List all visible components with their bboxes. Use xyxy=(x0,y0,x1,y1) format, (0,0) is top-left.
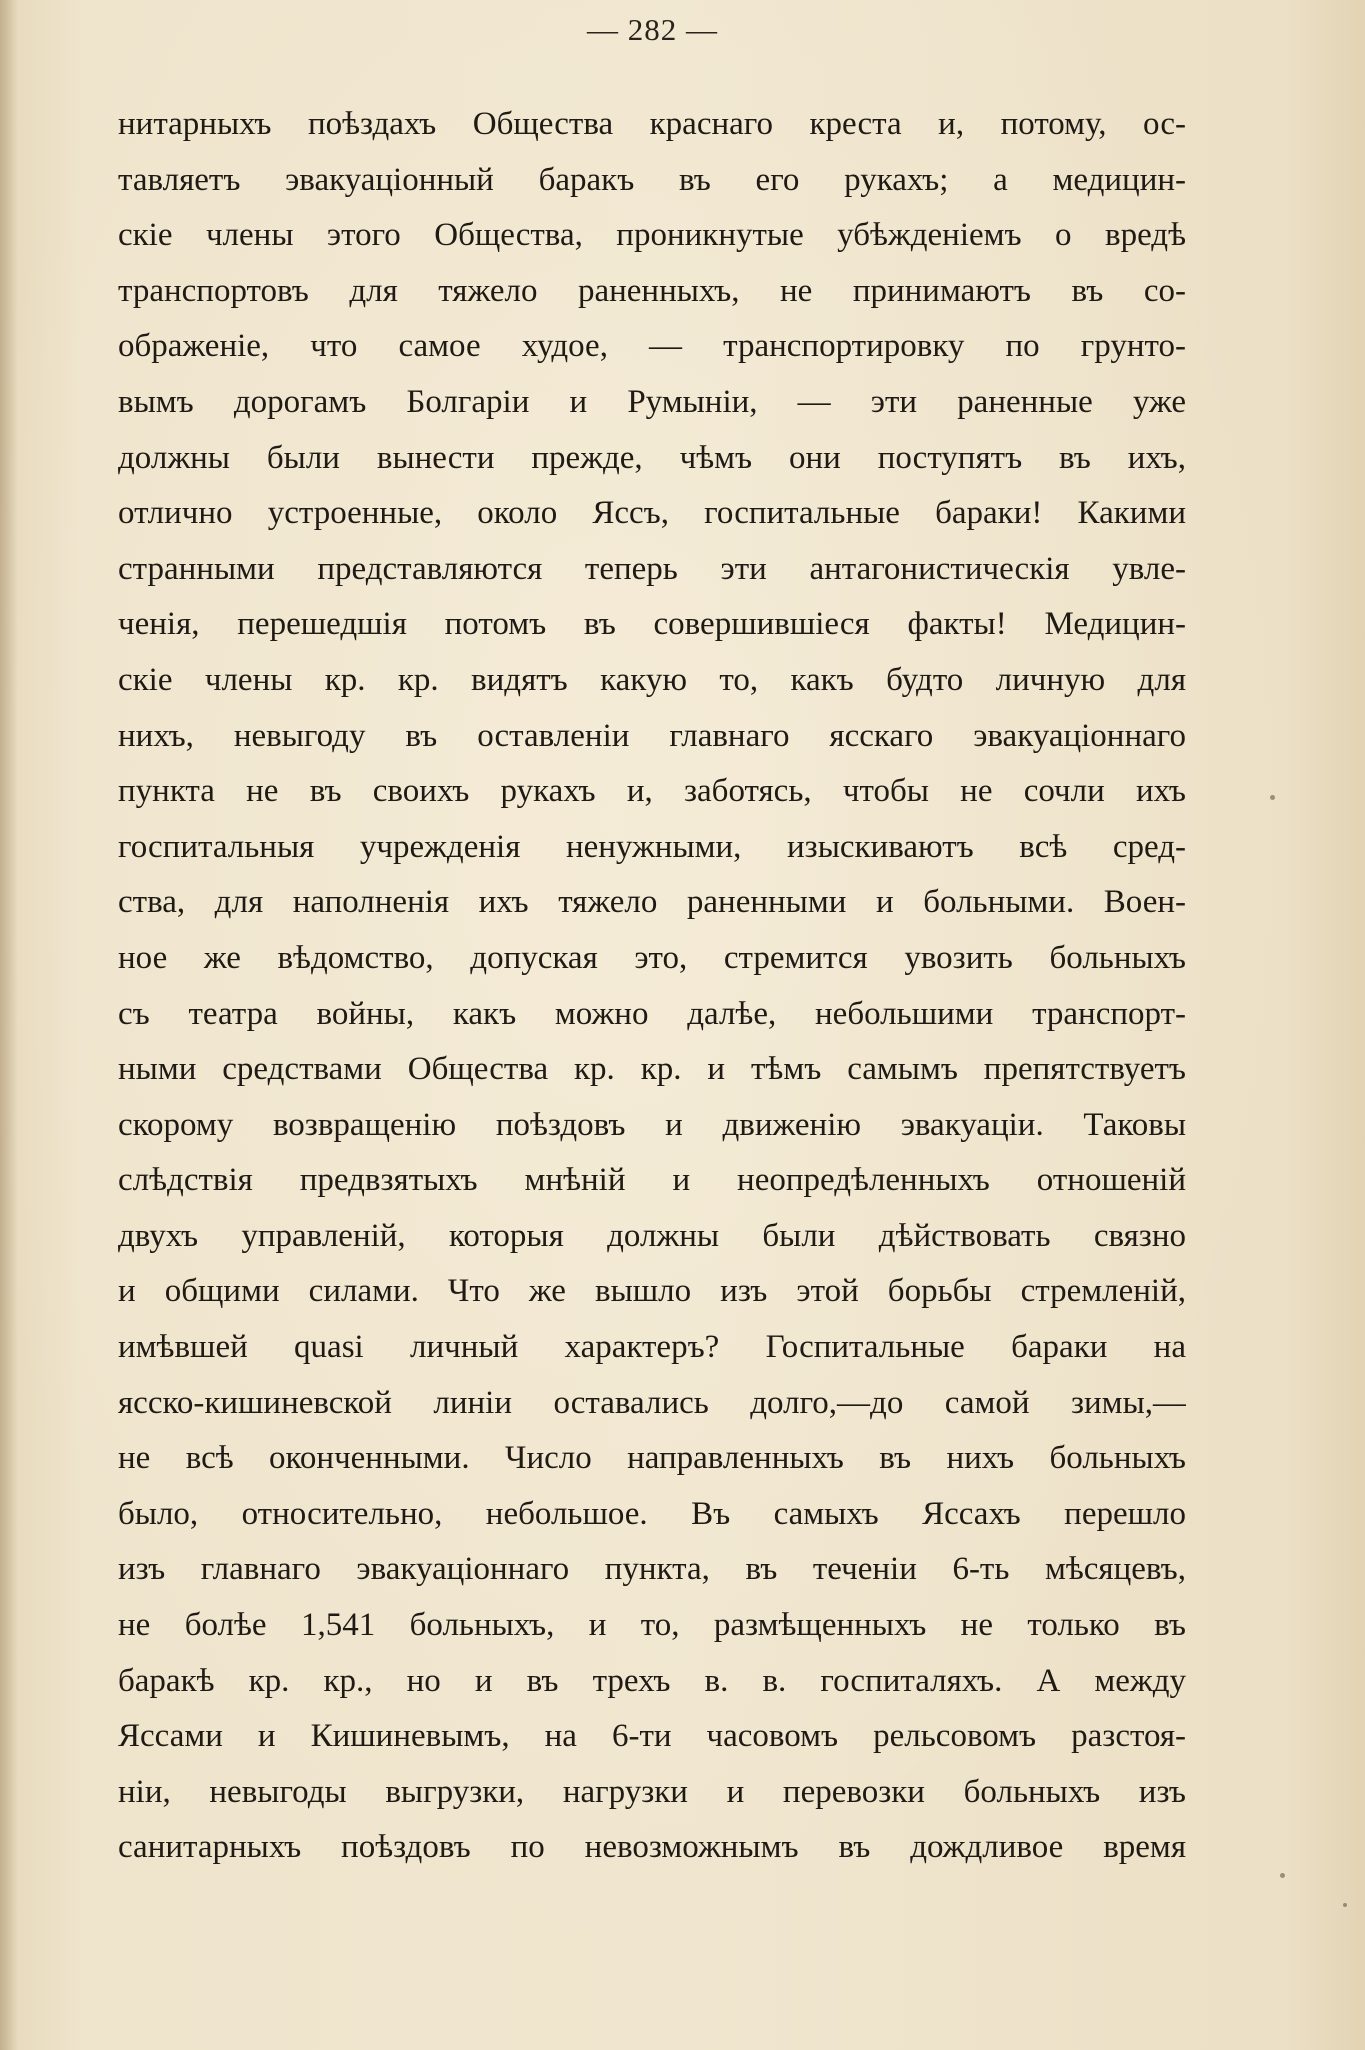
text-line: Яссами и Кишиневымъ, на 6-ти часовомъ рельсовомъ разстоя- xyxy=(118,1718,1186,1755)
text-line: госпитальныя учрежденія ненужными, изыскиваютъ всѣ сред- xyxy=(118,828,1186,865)
text-line: ніи, невыгоды выгрузки, нагрузки и перевозки больныхъ изъ xyxy=(118,1773,1186,1810)
text-line: ными средствами Общества кр. кр. и тѣмъ самымъ препятствуетъ xyxy=(118,1051,1186,1088)
page-gutter-shadow xyxy=(0,0,18,2050)
text-line: ясско-кишиневской линіи оставались долго,—до самой зимы,— xyxy=(118,1384,1186,1421)
text-line: должны были вынести прежде, чѣмъ они поступятъ въ ихъ, xyxy=(118,439,1186,476)
text-line: двухъ управленій, которыя должны были дѣйствовать связно xyxy=(118,1217,1186,1254)
text-line: отлично устроенные, около Яссъ, госпитальные бараки! Какими xyxy=(118,495,1186,532)
text-line: ное же вѣдомство, допуская это, стремится увозить больныхъ xyxy=(118,939,1186,976)
text-line: скорому возвращенію поѣздовъ и движенію эвакуаціи. Таковы xyxy=(118,1106,1186,1143)
text-line: санитарныхъ поѣздовъ по невозможнымъ въ дождливое время xyxy=(118,1829,1186,1866)
paper-speck xyxy=(1343,1903,1347,1907)
paper-speck xyxy=(1270,795,1275,800)
text-line: было, относительно, небольшое. Въ самыхъ Яссахъ перешло xyxy=(118,1495,1186,1532)
text-line: ченія, перешедшія потомъ въ совершившіеся факты! Медицин- xyxy=(118,606,1186,643)
text-line: нитарныхъ поѣздахъ Общества краснаго креста и, потому, ос- xyxy=(118,106,1186,142)
text-line: транспортовъ для тяжело раненныхъ, не принимаютъ въ со- xyxy=(118,272,1186,309)
text-line: и общими силами. Что же вышло изъ этой борьбы стремленій, xyxy=(118,1273,1186,1310)
text-line: не болѣе 1,541 больныхъ, и то, размѣщенныхъ не только въ xyxy=(118,1607,1186,1644)
body-text xyxy=(118,97,1186,1876)
text-line: слѣдствія предвзятыхъ мнѣній и неопредѣленныхъ отношеній xyxy=(118,1162,1186,1199)
text-line: вымъ дорогамъ Болгаріи и Румыніи, — эти раненные уже xyxy=(118,383,1186,420)
text-line: скіе члены кр. кр. видятъ какую то, какъ будто личную для xyxy=(118,661,1186,698)
page-number: — 282 — xyxy=(587,12,718,47)
text-line: тавляетъ эвакуаціонный баракъ въ его рукахъ; а медицин- xyxy=(118,161,1186,198)
text-line: съ театра войны, какъ можно далѣе, небольшими транспорт- xyxy=(118,995,1186,1032)
text-line: пункта не въ своихъ рукахъ и, заботясь, чтобы не сочли ихъ xyxy=(118,773,1186,810)
paper-speck xyxy=(1280,1873,1285,1878)
text-line: ображеніе, что самое худое, — транспортировку по грунто- xyxy=(118,328,1186,365)
text-line: нихъ, невыгоду въ оставленіи главнаго ясскаго эвакуаціоннаго xyxy=(118,717,1186,754)
text-line: странными представляются теперь эти антагонистическія увле- xyxy=(118,550,1186,587)
text-line: баракѣ кр. кр., но и въ трехъ в. в. госпиталяхъ. А между xyxy=(118,1662,1186,1699)
text-line: скіе члены этого Общества, проникнутые убѣжденіемъ о вредѣ xyxy=(118,217,1186,254)
text-line: не всѣ оконченными. Число направленныхъ въ нихъ больныхъ xyxy=(118,1440,1186,1477)
text-line: изъ главнаго эвакуаціоннаго пункта, въ теченіи 6-ть мѣсяцевъ, xyxy=(118,1551,1186,1588)
text-line: ства, для наполненія ихъ тяжело раненными и больными. Воен- xyxy=(118,884,1186,921)
text-line: имѣвшей quasi личный характеръ? Госпитальные бараки на xyxy=(118,1329,1186,1366)
